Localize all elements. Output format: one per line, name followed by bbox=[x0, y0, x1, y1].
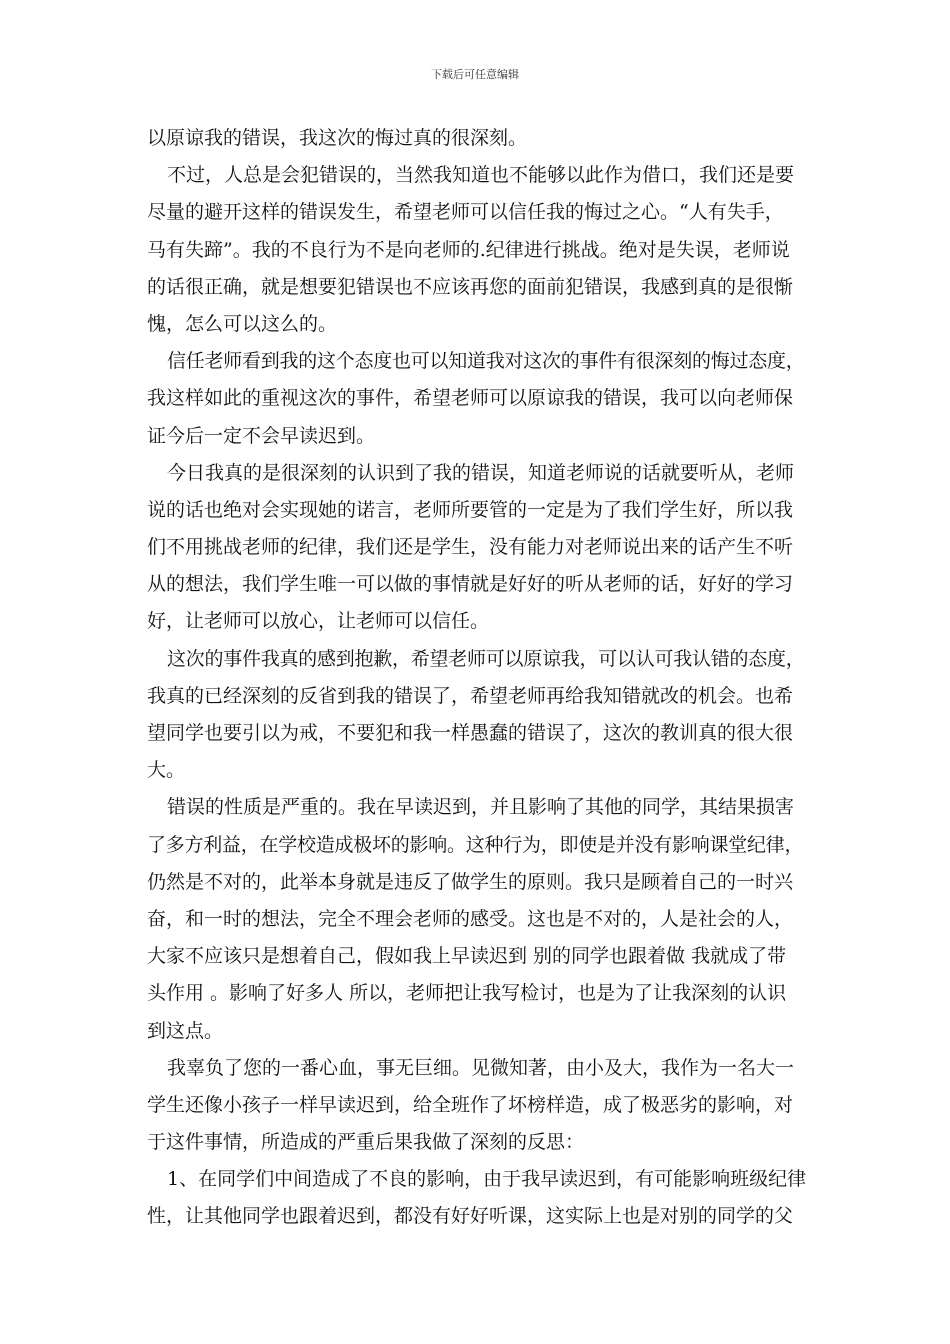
document-body bbox=[147, 120, 817, 1236]
text-line: 学生还像小孩子一样早读迟到，给全班作了坏榜样造，成了极恶劣的影响，对 bbox=[147, 1093, 794, 1116]
text-line: 头作用 。影响了好多人 所以，老师把让我写检讨，也是为了让我深刻的认识 bbox=[147, 982, 787, 1005]
text-line: 我这样如此的重视这次的事件，希望老师可以原谅我的错误，我可以向老师保 bbox=[147, 387, 794, 410]
text-line: 们不用挑战老师的纪律，我们还是学生，没有能力对老师说出来的话产生不听 bbox=[147, 536, 794, 559]
text-line: 性，让其他同学也跟着迟到，都没有好好听课，这实际上也是对别的同学的父 bbox=[147, 1205, 794, 1228]
page-header-note: 下载后可任意编辑 bbox=[431, 68, 519, 81]
text-line: 不过，人总是会犯错误的，当然我知道也不能够以此作为借口，我们还是要 bbox=[167, 164, 795, 187]
text-line: 大。 bbox=[147, 759, 186, 782]
text-line: 到这点。 bbox=[147, 1019, 224, 1042]
text-line: 我辜负了您的一番心血，事无巨细。见微知著，由小及大，我作为一名大一 bbox=[167, 1056, 795, 1079]
text-line: 的话很正确，就是想要犯错误也不应该再您的面前犯错误，我感到真的是很惭 bbox=[147, 275, 794, 298]
text-line: 这次的事件我真的感到抱歉，希望老师可以原谅我，可以认可我认错的态度， bbox=[167, 647, 805, 670]
text-line: 仍然是不对的，此举本身就是违反了做学生的原则。我只是顾着自己的一时兴 bbox=[147, 870, 794, 893]
text-line: 错误的性质是严重的。我在早读迟到，并且影响了其他的同学，其结果损害 bbox=[167, 796, 795, 819]
text-line: 从的想法，我们学生唯一可以做的事情就是好好的听从老师的话，好好的学习 bbox=[147, 573, 794, 596]
text-line: 尽量的避开这样的错误发生，希望老师可以信任我的悔过之心。“人有失手， bbox=[147, 201, 784, 224]
text-line: 好，让老师可以放心，让老师可以信任。 bbox=[147, 610, 490, 633]
text-line: 我真的已经深刻的反省到我的错误了，希望老师再给我知错就改的机会。也希 bbox=[147, 684, 794, 707]
text-line: 1、在同学们中间造成了不良的影响，由于我早读迟到，有可能影响班级纪律 bbox=[167, 1168, 807, 1191]
text-line: 说的话也绝对会实现她的诺言，老师所要管的一定是为了我们学生好，所以我 bbox=[147, 498, 794, 521]
text-line: 信任老师看到我的这个态度也可以知道我对这次的事件有很深刻的悔过态度， bbox=[167, 350, 805, 373]
text-line: 以原谅我的错误，我这次的悔过真的很深刻。 bbox=[147, 127, 528, 149]
text-line: 愧，怎么可以这么的。 bbox=[147, 312, 338, 335]
text-line: 证今后一定不会早读迟到。 bbox=[147, 424, 376, 447]
text-line: 于这件事情，所造成的严重后果我做了深刻的反思： bbox=[147, 1131, 585, 1154]
text-line: 了多方利益，在学校造成极坏的影响。这种行为，即使是并没有影响课堂纪律， bbox=[147, 833, 804, 856]
text-line: 今日我真的是很深刻的认识到了我的错误，知道老师说的话就要听从，老师 bbox=[167, 461, 795, 484]
text-line: 望同学也要引以为戒，不要犯和我一样愚蠢的错误了，这次的教训真的很大很 bbox=[147, 722, 794, 744]
text-line: 奋，和一时的想法，完全不理会老师的感受。这也是不对的，人是社会的人， bbox=[147, 907, 794, 930]
text-line: 马有失蹄”。我的不良行为不是向老师的.纪律进行挑战。绝对是失误，老师说 bbox=[147, 238, 790, 261]
text-line: 大家不应该只是想着自己，假如我上早读迟到 别的同学也跟着做 我就成了带 bbox=[147, 945, 787, 968]
